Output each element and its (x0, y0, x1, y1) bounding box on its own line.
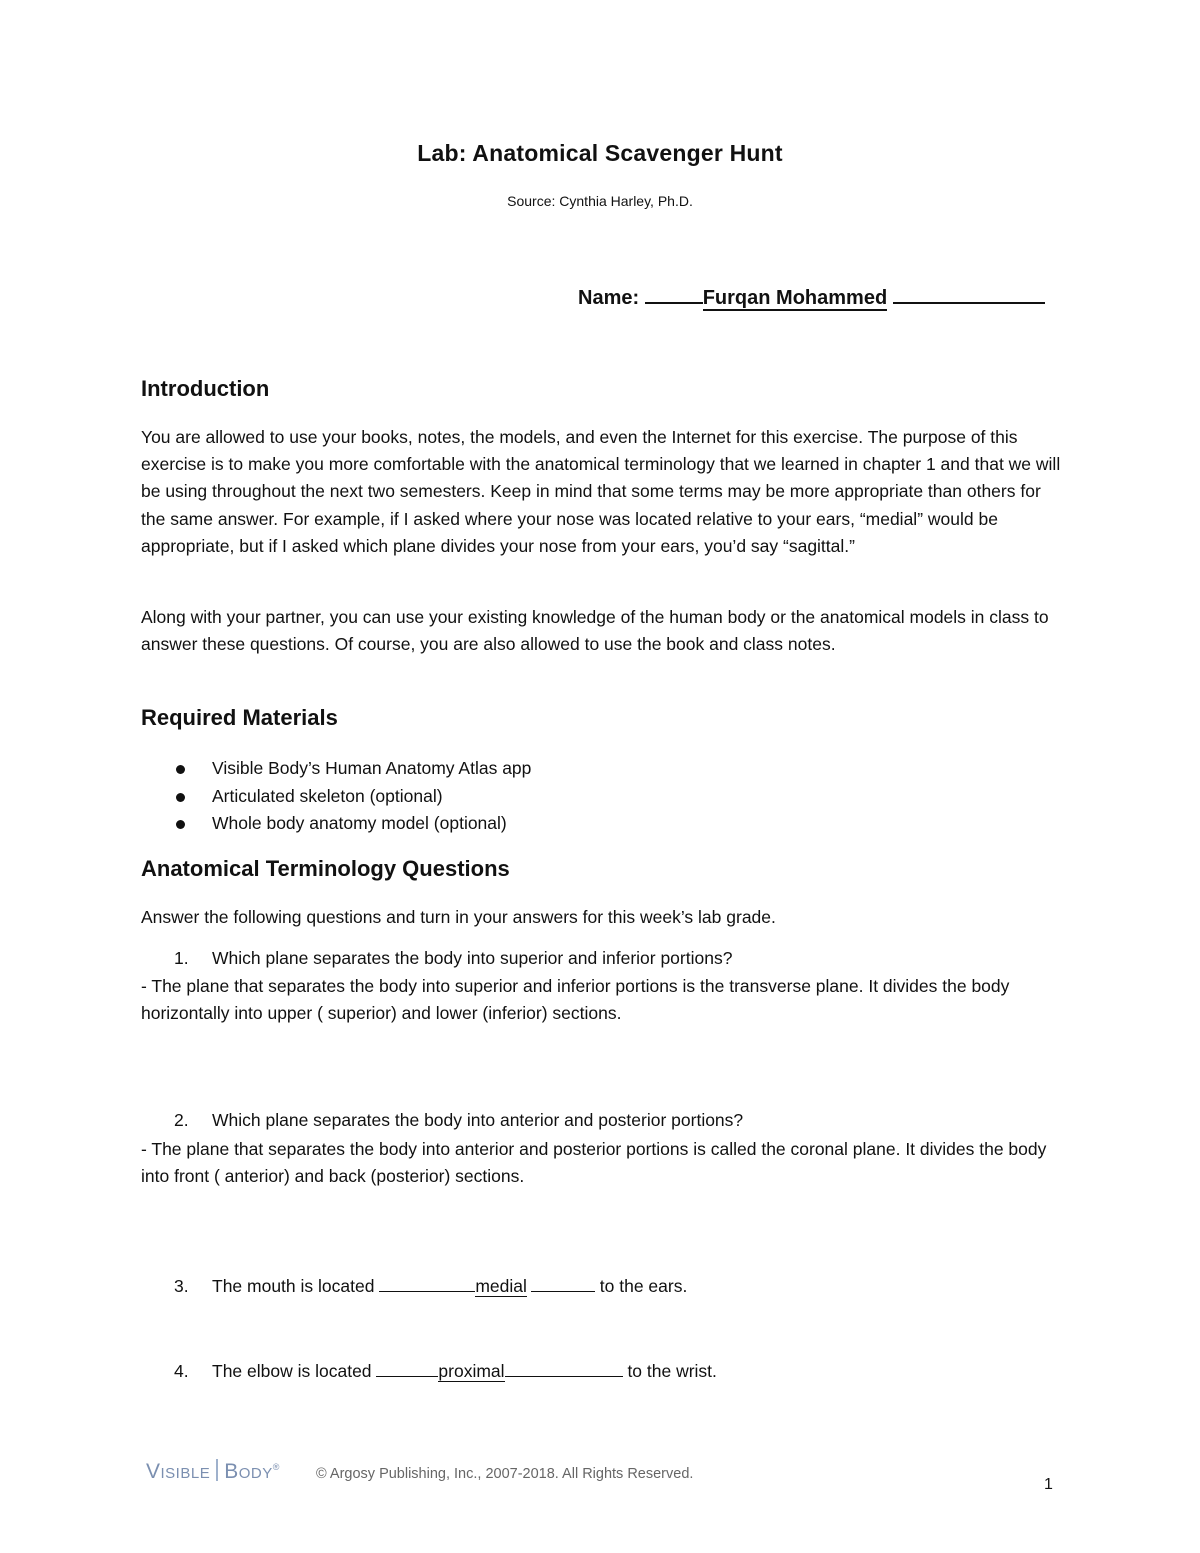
question-number: 2. (174, 1110, 189, 1130)
fill-answer: proximal (438, 1361, 505, 1381)
logo-text-visible: Visible (146, 1460, 211, 1483)
materials-heading: Required Materials (141, 705, 338, 730)
answer-2: - The plane that separates the body into anterior and posterior portions is called the coronal plane. It divides the body into front ( anterior) and back (posterior) sections. (141, 1139, 1047, 1187)
blank-line (379, 1274, 475, 1292)
bullet-icon (176, 820, 185, 829)
bullet-icon (176, 793, 185, 802)
logo-text-body: Body (224, 1460, 273, 1483)
name-value: Furqan Mohammed (702, 287, 888, 309)
blank-line (505, 1359, 623, 1377)
list-item (172, 755, 531, 783)
question-2 (174, 1110, 743, 1131)
introduction-paragraph-2: Along with your partner, you can use your existing knowledge of the human body or the anatomical models in class to answer these questions. Of course, you are also allowed to use the book and class notes. (141, 607, 1049, 655)
page-number: 1 (1044, 1476, 1053, 1493)
question-suffix: to the wrist. (627, 1361, 717, 1381)
list-item-text: Visible Body’s Human Anatomy Atlas app (212, 758, 532, 778)
copyright-notice: © Argosy Publishing, Inc., 2007-2018. All Rights Reserved. (316, 1466, 694, 1482)
question-text: Which plane separates the body into superior and inferior portions? (212, 948, 733, 968)
fill-answer: medial (475, 1276, 527, 1296)
introduction-heading: Introduction (141, 376, 270, 401)
visible-body-logo (146, 1459, 280, 1484)
blank-line (531, 1274, 595, 1292)
question-number: 1. (174, 948, 189, 968)
list-item (172, 810, 531, 838)
question-prefix: The elbow is located (212, 1361, 372, 1381)
question-4 (174, 1359, 717, 1382)
question-suffix: to the ears. (599, 1276, 688, 1296)
list-item-text: Whole body anatomy model (optional) (212, 813, 507, 833)
logo-divider (216, 1459, 218, 1481)
question-number: 4. (174, 1361, 189, 1381)
introduction-paragraph-1: You are allowed to use your books, notes, the models, and even the Internet for this exercise. The purpose of this exercise is to make you more comfortable with the anatomical terminology that we learned in chapter 1 and that we will be using throughout the next two semesters. Keep in mind that some terms may be more appropriate than others for the same answer. For example, if I asked where your nose was located relative to your ears, “medial” would be appropriate, but if I asked which plane divides your nose from your ears, you’d say “sagittal.” (141, 427, 1061, 556)
name-field (578, 284, 1045, 310)
document-source: Source: Cynthia Harley, Ph.D. (507, 193, 693, 209)
name-underline-left (645, 284, 703, 304)
question-number: 3. (174, 1276, 189, 1296)
question-prefix: The mouth is located (212, 1276, 375, 1296)
question-1 (174, 948, 732, 969)
list-item (172, 783, 531, 811)
bullet-icon (176, 765, 185, 774)
name-label: Name: (578, 287, 640, 309)
list-item-text: Articulated skeleton (optional) (212, 785, 443, 806)
questions-instructions: Answer the following questions and turn in your answers for this week’s lab grade. (141, 907, 776, 927)
document-title: Lab: Anatomical Scavenger Hunt (417, 140, 783, 166)
question-text: Which plane separates the body into anterior and posterior portions? (212, 1110, 744, 1130)
blank-line (376, 1359, 438, 1377)
registered-mark: ® (272, 1462, 280, 1472)
question-3 (174, 1274, 687, 1297)
answer-1: - The plane that separates the body into superior and inferior portions is the transverse plane. It divides the body horizontally into upper ( superior) and lower (inferior) sections. (141, 976, 1010, 1024)
name-underline-right (893, 284, 1045, 304)
materials-list (172, 755, 531, 838)
questions-heading: Anatomical Terminology Questions (141, 856, 510, 881)
